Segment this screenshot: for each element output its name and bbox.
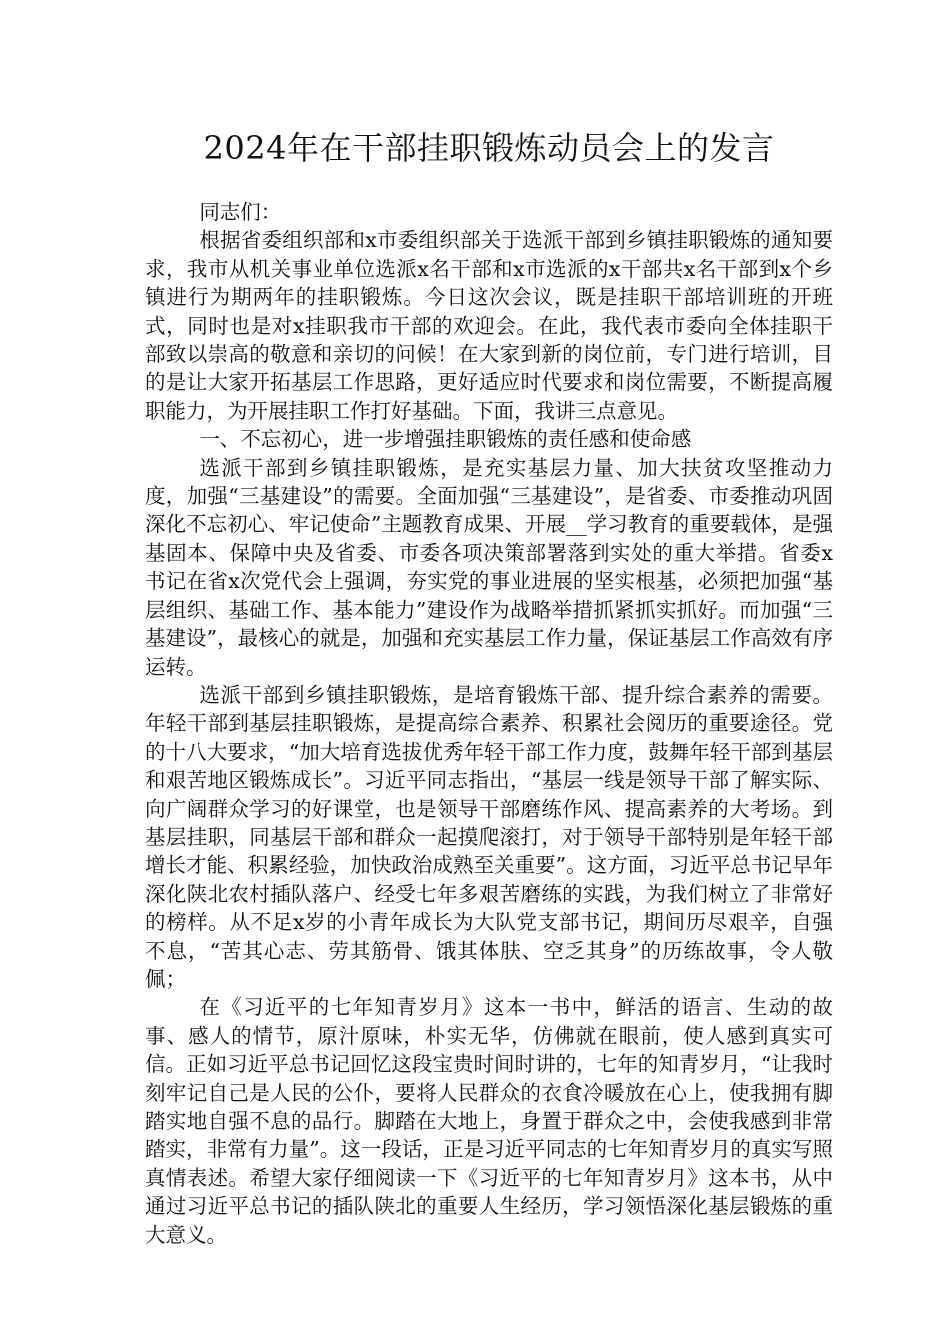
salutation: 同志们： — [199, 200, 282, 224]
section-heading-1: 一、不忘初心，进一步增强挂职锻炼的责任感和使命感 — [199, 427, 692, 452]
document-page — [145, 120, 833, 1249]
document-title: 2024年在干部挂职锻炼动员会上的发言 — [203, 129, 775, 167]
paragraph-4: 选派干部到乡镇挂职锻炼，是培育锻炼干部、提升综合素养的需要。年轻干部到基层挂职锻炼，是提高综合素养、积累社会阅历的重要途径。党的十八大要求，“加大培育选拔优秀年轻干部工作力度，鼓舞年轻干部到基层和艰苦地区锻炼成长”。习近平同志指出，“基层一线是领导干部了解实际、向广阔群众学习的好课堂，也是领导干部磨练作风、提高素养的大考场。到基层挂职，同基层干部和群众一起摸爬滚打，对于领导干部特别是年轻干部增长才能、积累经验，加快政治成熟至关重要”。这方面，习近平总书记早年深化陕北农村插队落户、经受七年多艰苦磨练的实践，为我们树立了非常好的榜样。从不足x岁的小青年成长为大队党支部书记，期间历尽艰辛，自强不息，“苦其心志、劳其筋骨、饿其体肤、空乏其身”的历练故事，令人敬佩； — [145, 682, 833, 991]
paragraph-3: 选派干部到乡镇挂职锻炼，是充实基层力量、加大扶贫攻坚推动力度，加强“三基建设”的需要。全面加强“三基建设”，是省委、市委推动巩固深化不忘初心、牢记使命”主题教育成果、开展__学习教育的重要载体，是强基固本、保障中央及省委、市委各项决策部署落到实处的重大举措。省委x书记在省x次党代会上强调，夯实党的事业进展的坚实根基，必须把加强“基层组织、基础工作、基本能力”建设作为战略举措抓紧抓实抓好。而加强“三基建设”，最核心的就是，加强和充实基层工作力量，保证基层工作高效有序运转。 — [145, 455, 833, 679]
document-body — [145, 198, 833, 1249]
paragraph-intro: 根据省委组织部和x市委组织部关于选派干部到乡镇挂职锻炼的通知要求，我市从机关事业单位选派x名干部和x市选派的x干部共x名干部到x个乡镇进行为期两年的挂职锻炼。今日这次会议，既是挂职干部培训班的开班式，同时也是对x挂职我市干部的欢迎会。在此，我代表市委向全体挂职干部致以崇高的敬意和亲切的问候！在大家到新的岗位前，专门进行培训，目的是让大家开拓基层工作思路，更好适应时代要求和岗位需要，不断提高履职能力，为开展挂职工作打好基础。下面，我讲三点意见。 — [145, 228, 833, 423]
paragraph-5: 在《习近平的七年知青岁月》这本一书中，鲜活的语言、生动的故事、感人的情节，原汁原味，朴实无华，仿佛就在眼前，使人感到真实可信。正如习近平总书记回忆这段宝贵时间时讲的，七年的知青岁月，“让我时刻牢记自己是人民的公仆，要将人民群众的衣食冷暖放在心上，使我拥有脚踏实地自强不息的品行。脚踏在大地上，身置于群众之中，会使我感到非常踏实，非常有力量”。这一段话，正是习近平同志的七年知青岁月的真实写照真情表述。希望大家仔细阅读一下《习近平的七年知青岁月》这本书，从中通过习近平总书记的插队陕北的重要人生经历，学习领悟深化基层锻炼的重大意义。 — [145, 995, 833, 1247]
